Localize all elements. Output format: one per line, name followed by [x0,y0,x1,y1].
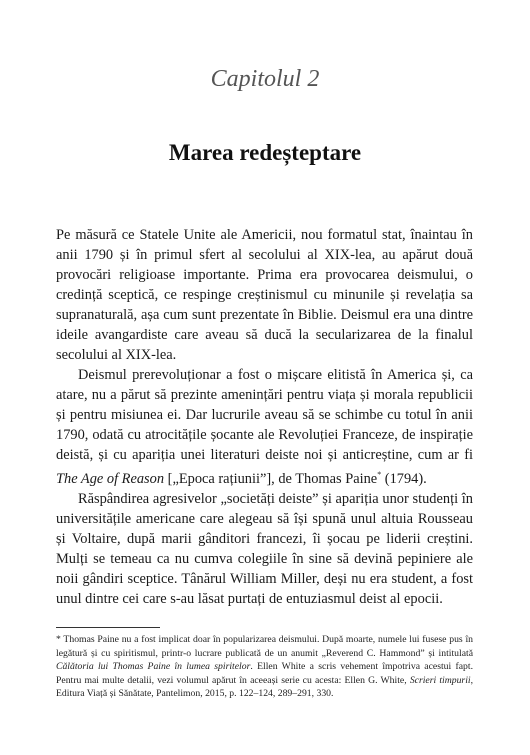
footnote-book-title: Călătoria lui Thomas Paine în lumea spiritelor [56,661,251,673]
book-title-the-age-of-reason: The Age of Reason [56,470,165,487]
footnote-text-end: , Editura Viață și Sănătate, Pantelimon, 2015, p. 122–124, 289–291, 330. [56,674,473,700]
footnote [56,633,473,701]
chapter-title: Marea redeșteptare [168,140,362,165]
paragraph-2-text-end: (1794). [381,470,427,487]
footnote-marker: * [377,470,382,479]
body-text [56,225,473,609]
paragraph-2 [56,365,473,489]
footnote-text-cont: . Ellen White a scris vehement împotriva acestui fapt. Pentru mai multe detalii, vezi volumul apărut în aceeași serie cu acesta: Ellen G. White, [56,661,473,686]
footnote-text: * Thomas Paine nu a fost implicat doar în popularizarea deismului. După moarte, numele lui fusese pus în legătură și cu spiritismul, printr-o lucrare publicată de un anumit „Reverend C. Hammond” și intitulată [56,634,473,659]
footnote-book-title-2: Scrieri timpurii [409,674,471,686]
paragraph-3: Răspândirea agresivelor „societăți deiste” și apariția unor studenți în universitățile americane care alegeau să își spună unul altuia Rousseau și Voltaire, după marii gânditori francezi, îi șocau pe liderii creștini. Mulți se temeau ca nu cumva colegiile în sine să devină pepiniere ale noii gândiri sceptice. Tânărul William Miller, deși nu era student, a fost unul dintre cei care s-au lăsat purtați de entuziasmul deist al epocii. [56,490,473,607]
footnote-divider [56,627,160,628]
paragraph-1: Pe măsură ce Statele Unite ale Americii, nou formatul stat, înaintau în anii 1790 și în primul sfert al secolului al XIX-lea, au apărut două provocări religioase importante. Prima era provocarea deismului, o credință sceptică, ce respinge creștinismul cu minunile și revelația sa supranaturală, așa cum sunt prezentate în Biblie. Deismul era una dintre ideile avangardiste care aveau să ducă la secularizarea de la finalul secolului al XIX-lea. [56,227,473,363]
chapter-label: Capitolul 2 [210,66,320,92]
paragraph-2-text-cont: [„Epoca rațiunii”], de Thomas Paine [164,470,378,487]
paragraph-2-text: Deismul prerevoluționar a fost o mișcare elitistă în America și, ca atare, nu a părut să prezinte amenințări pentru viața și morala republicii și pentru misiunea ei. Dar lucrurile aveau să se schimbe cu totul în anii 1790, odată cu atrocitățile șocante ale Revoluției Franceze, de inspirație deistă, și cu apariția unei literaturi deiste noi și anticreștine, cum ar fi [56,367,473,463]
